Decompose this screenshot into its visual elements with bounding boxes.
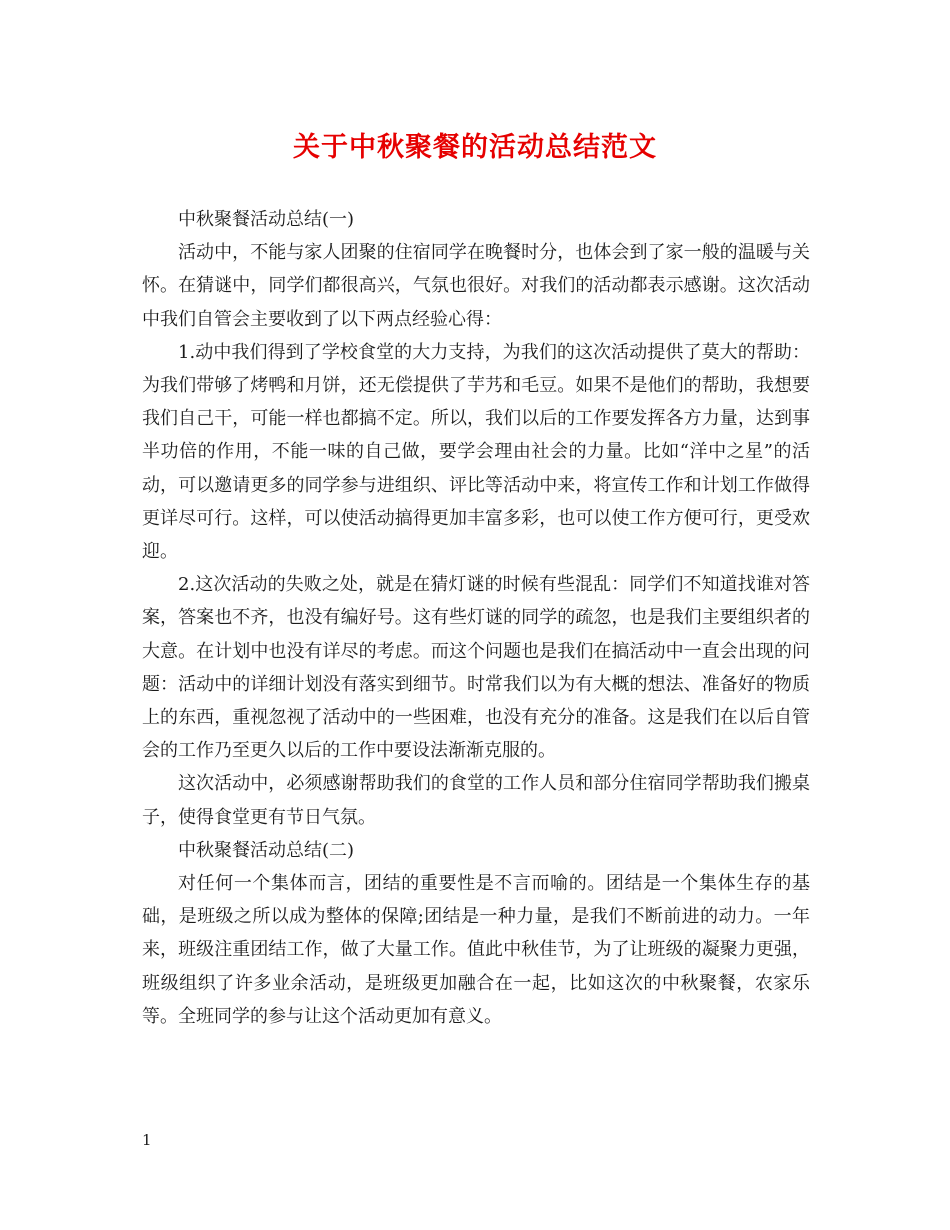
paragraph-thanks: 这次活动中，必须感谢帮助我们的食堂的工作人员和部分住宿同学帮助我们搬桌子，使得食堂更有节日气氛。 [142, 773, 810, 828]
section-heading-1: 中秋聚餐活动总结(一) [178, 209, 355, 230]
paragraph-point-2: 2.这次活动的失败之处，就是在猜灯谜的时候有些混乱：同学们不知道找谁对答案，答案也不齐，也没有编好号。这有些灯谜的同学的疏忽，也是我们主要组织者的大意。在计划中也没有详尽的考虑。而这个问题也是我们在搞活动中一直会出现的问题：活动中的详细计划没有落实到细节。时常我们以为有大概的想法、准备好的物质上的东西，重视忽视了活动中的一些困难，也没有充分的准备。这是我们在以后自管会的工作乃至更久以后的工作中要设法渐渐克服的。 [142, 574, 810, 762]
paragraph-intro: 活动中，不能与家人团聚的住宿同学在晚餐时分，也体会到了家一般的温暖与关怀。在猜谜中，同学们都很高兴，气氛也很好。对我们的活动都表示感谢。这次活动中我们自管会主要收到了以下两点经验心得： [142, 242, 810, 330]
page-number: 1 [142, 1131, 152, 1149]
document-title: 关于中秋聚餐的活动总结范文 [293, 132, 657, 163]
section-heading-2: 中秋聚餐活动总结(二) [178, 839, 355, 861]
document-body [142, 203, 810, 1033]
paragraph-unity: 对任何一个集体而言，团结的重要性是不言而喻的。团结是一个集体生存的基础，是班级之所以成为整体的保障;团结是一种力量，是我们不断前进的动力。一年来，班级注重团结工作，做了大量工作。值此中秋佳节，为了让班级的凝聚力更强，班级组织了许多业余活动，是班级更加融合在一起，比如这次的中秋聚餐，农家乐等。全班同学的参与让这个活动更加有意义。 [142, 873, 810, 1027]
paragraph-point-1: 1.动中我们得到了学校食堂的大力支持，为我们的这次活动提供了莫大的帮助：为我们带够了烤鸭和月饼，还无偿提供了芋艿和毛豆。如果不是他们的帮助，我想要我们自己干，可能一样也都搞不定。所以，我们以后的工作要发挥各方力量，达到事半功倍的作用，不能一味的自己做，要学会理由社会的力量。比如“洋中之星”的活动，可以邀请更多的同学参与进组织、评比等活动中来，将宣传工作和计划工作做得更详尽可行。这样，可以使活动搞得更加丰富多彩，也可以使工作方便可行，更受欢迎。 [142, 341, 810, 563]
